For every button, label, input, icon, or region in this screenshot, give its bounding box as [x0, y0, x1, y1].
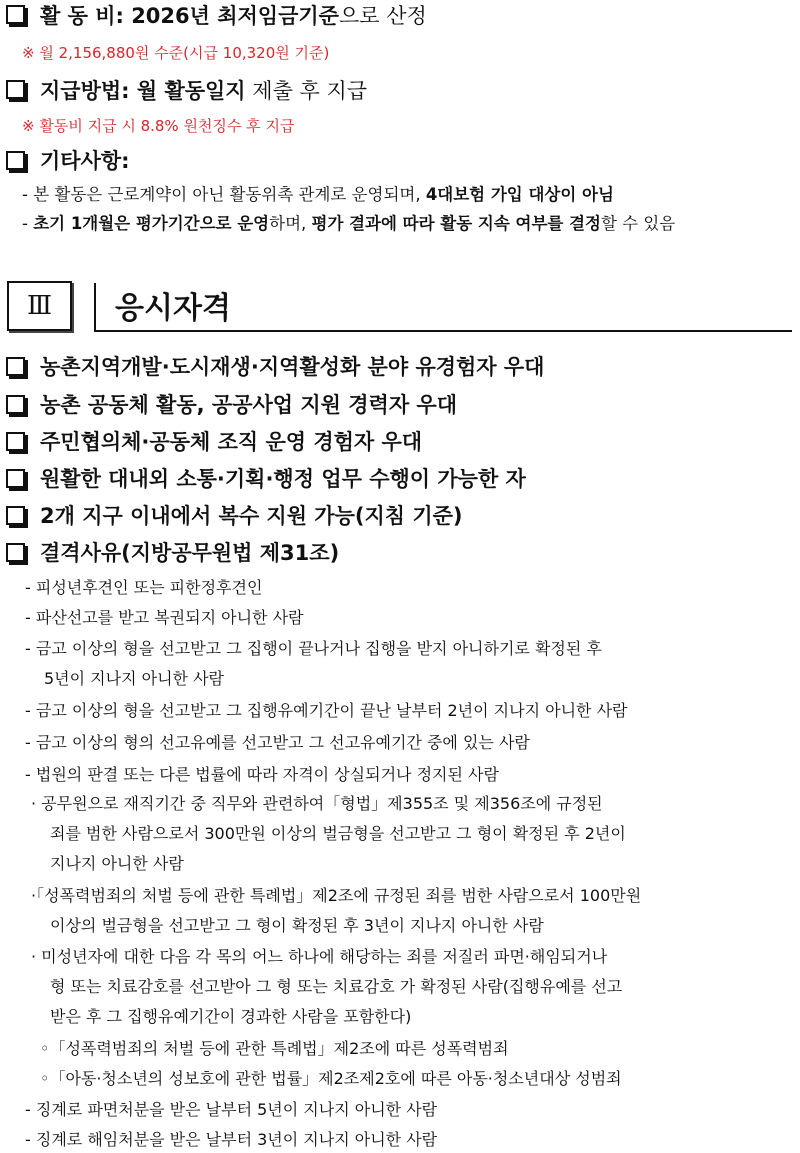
disq-subitem: ·「성폭력범죄의 처벌 등에 관한 특례법」제2조에 규정된 죄를 범한 사람으로서 100만원 — [31, 886, 642, 905]
qualification-item: 원활한 대내외 소통·기획·행정 업무 수행이 가능한 자 — [40, 467, 526, 491]
disq-subsubitem: ◦「아동·청소년의 성보호에 관한 법률」제2조제2호에 따른 아동·청소년대상 성범죄 — [40, 1069, 622, 1088]
checkbox-icon — [6, 506, 25, 525]
checkbox-icon — [6, 543, 25, 562]
etc-item-bold: 평가 결과에 따라 활동 지속 여부를 결정 — [311, 214, 601, 233]
disq-subitem: · 공무원으로 재직기간 중 직무와 관련하여「형법」제355조 및 제356조에 규정된 — [31, 794, 603, 813]
etc-item — [22, 181, 800, 205]
etc-item-text: - 본 활동은 근로계약이 아닌 활동위촉 관계로 운영되며, — [22, 185, 426, 204]
checkbox-icon — [6, 357, 25, 376]
section-divider — [94, 283, 96, 331]
disq-item: - 파산선고를 받고 복권되지 아니한 사람 — [25, 608, 304, 627]
disq-item: - 금고 이상의 형을 선고받고 그 집행유예기간이 끝난 날부터 2년이 지나지 아니한 사람 — [25, 701, 628, 720]
disq-subitem-cont: 이상의 벌금형을 선고받고 그 형이 확정된 후 3년이 지나지 아니한 사람 — [50, 916, 544, 935]
activity-fee-heading — [40, 0, 800, 30]
checkbox-icon — [6, 151, 25, 170]
etc-item-bold: 초기 1개월은 평가기간으로 운영 — [33, 214, 270, 233]
etc-item-text: 할 수 있음 — [601, 214, 676, 233]
disq-item: - 피성년후견인 또는 피한정후견인 — [25, 578, 263, 597]
activity-fee-note: ※ 월 2,156,880원 수준(시급 10,320원 기준) — [22, 44, 330, 62]
disq-subitem-cont: 형 또는 치료감호를 선고받아 그 형 또는 치료감호 가 확정된 사람(집행유예를 선고 — [50, 977, 623, 996]
etc-heading: 기타사항: — [40, 149, 130, 173]
disq-item: - 징계로 해임처분을 받은 날부터 3년이 지나지 아니한 사람 — [25, 1130, 438, 1149]
etc-item-text: 하며, — [269, 214, 312, 233]
section-underline — [94, 330, 792, 332]
disq-item: - 금고 이상의 형의 선고유예를 선고받고 그 선고유예기간 중에 있는 사람 — [25, 733, 530, 752]
qualification-item: 주민협의체·공동체 조직 운영 경험자 우대 — [40, 430, 423, 454]
disq-subitem-cont: 받은 후 그 집행유예기간이 경과한 사람을 포함한다) — [50, 1007, 412, 1026]
activity-fee-label-rest: 으로 산정 — [338, 4, 427, 28]
checkbox-icon — [6, 80, 25, 99]
etc-item — [22, 210, 800, 234]
payment-label: 지급방법: 월 활동일지 — [40, 79, 246, 103]
checkbox-icon — [6, 432, 25, 451]
payment-label-rest: 제출 후 지급 — [252, 79, 368, 103]
disq-item: - 법원의 판결 또는 다른 법률에 따라 자격이 상실되거나 정지된 사람 — [25, 765, 499, 784]
checkbox-icon — [6, 469, 25, 488]
disq-subsubitem: ◦「성폭력범죄의 처벌 등에 관한 특례법」제2조에 따른 성폭력범죄 — [40, 1039, 509, 1058]
etc-item-bold: 4대보험 가입 대상이 아님 — [425, 185, 614, 204]
payment-heading — [40, 75, 800, 105]
disq-subitem: · 미성년자에 대한 다음 각 목의 어느 하나에 해당하는 죄를 저질러 파면·해임되거나 — [31, 947, 608, 966]
checkbox-icon — [6, 5, 25, 24]
qualification-item: 농촌지역개발·도시재생·지역활성화 분야 유경험자 우대 — [40, 355, 545, 379]
qualification-item: 2개 지구 이내에서 복수 지원 가능(지침 기준) — [40, 504, 463, 528]
payment-note: ※ 활동비 지급 시 8.8% 원천징수 후 지급 — [22, 117, 295, 135]
disq-item-cont: 5년이 지나지 아니한 사람 — [44, 669, 224, 688]
activity-fee-label: 활 동 비: 2026년 최저임금기준 — [40, 4, 339, 28]
disqualification-heading: 결격사유(지방공무원법 제31조) — [40, 541, 340, 565]
disq-subitem-cont: 죄를 범한 사람으로서 300만원 이상의 벌금형을 선고받고 그 형이 확정된 후 2년이 — [50, 824, 626, 843]
disq-item: - 금고 이상의 형을 선고받고 그 집행이 끝나거나 집행을 받지 아니하기로 확정된 후 — [25, 639, 602, 658]
checkbox-icon — [6, 395, 25, 414]
section-number: Ⅲ — [7, 281, 72, 331]
section-title: 응시자격 — [115, 291, 231, 326]
etc-item-text: - — [22, 214, 34, 233]
disq-item: - 징계로 파면처분을 받은 날부터 5년이 지나지 아니한 사람 — [25, 1100, 438, 1119]
disq-subitem-cont: 지나지 아니한 사람 — [50, 854, 184, 873]
qualification-item: 농촌 공동체 활동, 공공사업 지원 경력자 우대 — [40, 393, 457, 417]
